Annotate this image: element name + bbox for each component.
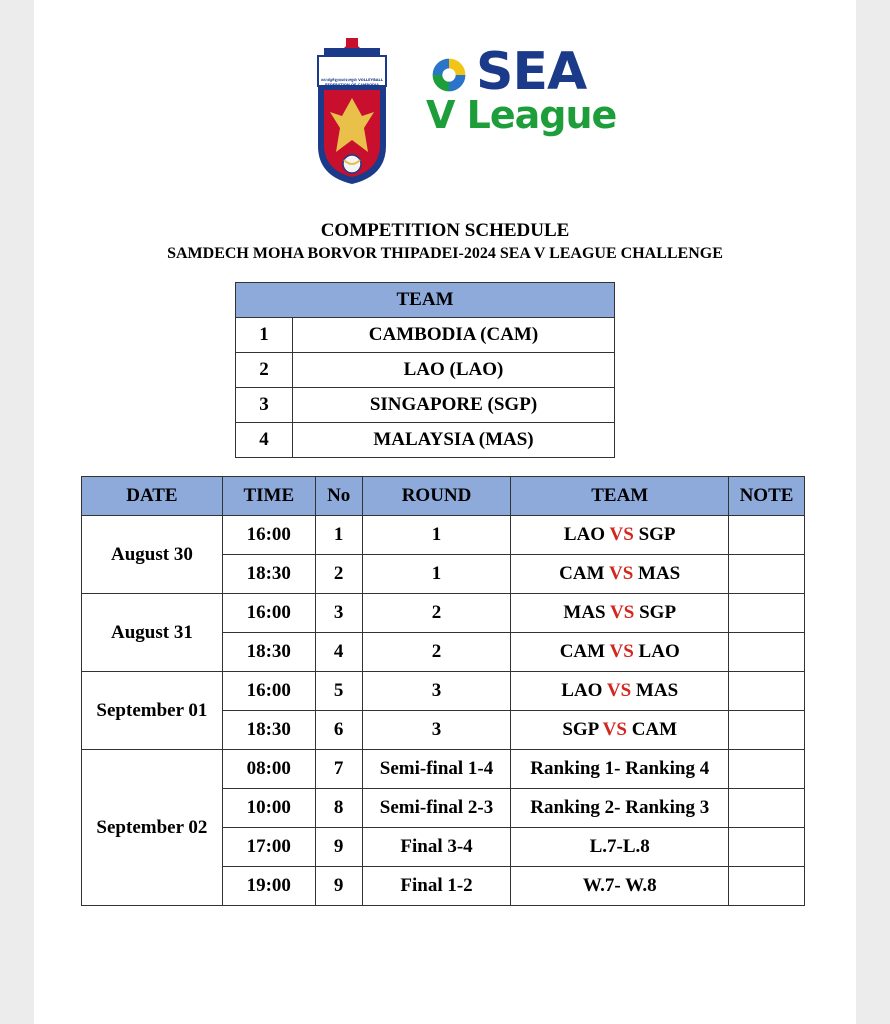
vs-label: VS: [606, 680, 632, 701]
page-title: COMPETITION SCHEDULE: [320, 220, 570, 241]
team-number: 1: [236, 318, 293, 353]
header-round: ROUND: [362, 477, 511, 516]
match-time: 18:30: [222, 711, 315, 750]
match-round: 2: [362, 594, 511, 633]
table-row: [236, 318, 615, 353]
header-date: DATE: [82, 477, 223, 516]
match-number: 5: [315, 672, 362, 711]
match-teams: L.7-L.8: [511, 828, 729, 867]
match-note: [729, 672, 805, 711]
match-time: 17:00: [222, 828, 315, 867]
table-row: [236, 353, 615, 388]
vs-label: VS: [602, 719, 627, 740]
match-date: August 31: [82, 594, 223, 672]
table-row: [82, 516, 805, 555]
team-a: LAO: [563, 524, 606, 545]
match-date: September 01: [82, 672, 223, 750]
match-number: 9: [315, 828, 362, 867]
schedule-table: [81, 476, 805, 906]
team-a: MAS: [563, 602, 606, 623]
match-note: [729, 828, 805, 867]
logo-area: [34, 36, 856, 191]
match-number: 6: [315, 711, 362, 750]
match-note: [729, 516, 805, 555]
v-league-logo-word: V League: [426, 93, 617, 137]
match-time: 18:30: [222, 633, 315, 672]
match-round: 2: [362, 633, 511, 672]
vs-label: VS: [609, 524, 634, 545]
team-b: CAM: [631, 719, 678, 740]
match-number: 9: [315, 867, 362, 906]
team-b: MAS: [635, 680, 679, 701]
schedule-header-row: [82, 477, 805, 516]
match-time: 10:00: [222, 789, 315, 828]
match-time: 16:00: [222, 594, 315, 633]
team-a: SGP: [562, 719, 599, 740]
match-date: September 02: [82, 750, 223, 906]
team-name: CAMBODIA (CAM): [293, 318, 615, 353]
match-teams: Ranking 2- Ranking 3: [511, 789, 729, 828]
match-time: 19:00: [222, 867, 315, 906]
match-time: 08:00: [222, 750, 315, 789]
team-b: SGP: [639, 602, 677, 623]
match-number: 7: [315, 750, 362, 789]
match-note: [729, 555, 805, 594]
match-time: 16:00: [222, 516, 315, 555]
match-note: [729, 594, 805, 633]
team-b: MAS: [638, 563, 681, 584]
sea-logo-word: SEA: [476, 42, 587, 102]
match-date: August 30: [82, 516, 223, 594]
table-row: [82, 750, 805, 789]
team-b: LAO: [638, 641, 680, 662]
table-row: [82, 672, 805, 711]
match-teams: [511, 516, 729, 555]
match-round: 1: [362, 555, 511, 594]
match-time: 16:00: [222, 672, 315, 711]
teams-table: [235, 282, 615, 458]
team-number: 3: [236, 388, 293, 423]
match-number: 4: [315, 633, 362, 672]
match-time: 18:30: [222, 555, 315, 594]
team-name: MALAYSIA (MAS): [293, 423, 615, 458]
match-teams: [511, 555, 729, 594]
table-row: [236, 388, 615, 423]
federation-logo-text: សហព័ន្ធកីឡាបាល់ទះកម្ពុជា VOLLEYBALL FEDERATION OF CAMBODIA: [321, 78, 383, 87]
team-number: 2: [236, 353, 293, 388]
team-number: 4: [236, 423, 293, 458]
team-a: CAM: [559, 563, 605, 584]
match-number: 1: [315, 516, 362, 555]
match-note: [729, 750, 805, 789]
table-row: [236, 423, 615, 458]
team-a: CAM: [559, 641, 606, 662]
header-time: TIME: [222, 477, 315, 516]
team-a: LAO: [561, 680, 603, 701]
match-round: Semi-final 2-3: [362, 789, 511, 828]
header-no: No: [315, 477, 362, 516]
match-teams: [511, 711, 729, 750]
volleyball-icon: [430, 56, 468, 94]
header-team: TEAM: [511, 477, 729, 516]
vs-label: VS: [609, 641, 634, 662]
match-note: [729, 711, 805, 750]
match-note: [729, 789, 805, 828]
teams-table-header: TEAM: [236, 283, 615, 318]
match-teams: [511, 594, 729, 633]
match-teams: [511, 633, 729, 672]
teams-table-header-row: [236, 283, 615, 318]
team-name: LAO (LAO): [293, 353, 615, 388]
header-note: NOTE: [729, 477, 805, 516]
document-page: [34, 0, 856, 1024]
team-b: SGP: [638, 524, 676, 545]
volleyball-federation-cambodia-logo: [316, 36, 388, 186]
match-round: 3: [362, 711, 511, 750]
match-teams: Ranking 1- Ranking 4: [511, 750, 729, 789]
match-round: 3: [362, 672, 511, 711]
match-number: 8: [315, 789, 362, 828]
match-round: Semi-final 1-4: [362, 750, 511, 789]
vs-label: VS: [608, 563, 634, 584]
match-note: [729, 867, 805, 906]
match-teams: W.7- W.8: [511, 867, 729, 906]
match-round: Final 3-4: [362, 828, 511, 867]
match-note: [729, 633, 805, 672]
table-row: [82, 594, 805, 633]
team-name: SINGAPORE (SGP): [293, 388, 615, 423]
match-round: Final 1-2: [362, 867, 511, 906]
match-teams: [511, 672, 729, 711]
match-number: 2: [315, 555, 362, 594]
page-subtitle: SAMDECH MOHA BORVOR THIPADEI-2024 SEA V LEAGUE CHALLENGE: [167, 245, 723, 262]
sea-v-league-logo: [426, 42, 617, 162]
vs-label: VS: [610, 602, 635, 623]
match-round: 1: [362, 516, 511, 555]
match-number: 3: [315, 594, 362, 633]
